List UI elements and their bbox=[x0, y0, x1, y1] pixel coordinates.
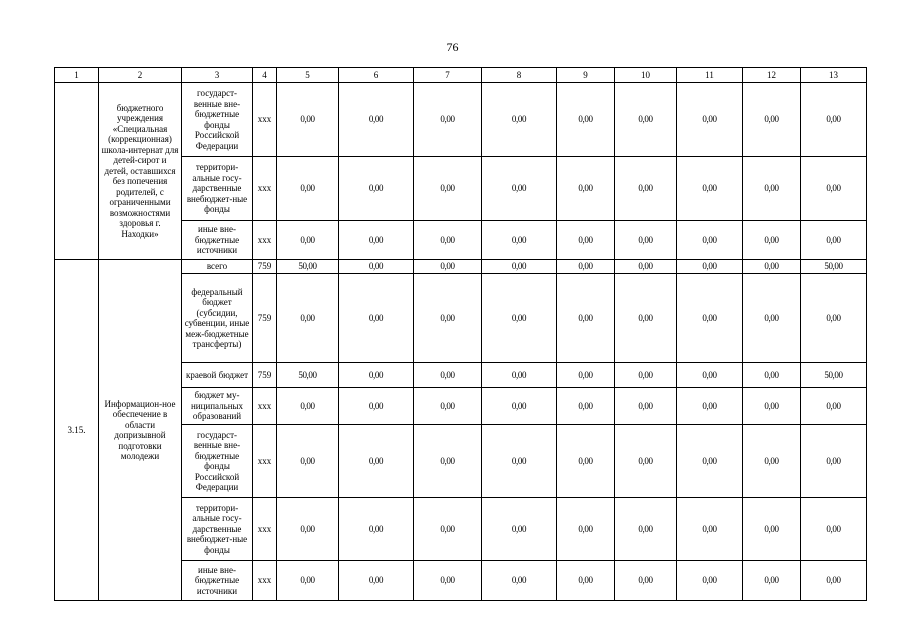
amount-cell: 50,00 bbox=[277, 260, 339, 274]
item-number: 3.15. bbox=[55, 260, 99, 601]
amount-cell: 0,00 bbox=[801, 425, 867, 498]
amount-cell: 0,00 bbox=[801, 498, 867, 561]
amount-cell: 0,00 bbox=[339, 388, 414, 425]
amount-cell: 0,00 bbox=[339, 260, 414, 274]
amount-cell: 0,00 bbox=[557, 83, 615, 157]
budget-table bbox=[54, 67, 867, 601]
budget-code: 759 bbox=[253, 260, 277, 274]
amount-cell: 0,00 bbox=[482, 363, 557, 388]
column-header: 10 bbox=[615, 68, 677, 83]
amount-cell: 0,00 bbox=[339, 221, 414, 260]
amount-cell: 0,00 bbox=[339, 498, 414, 561]
funding-source: территори-альные госу-дарственные внебюджет-ные фонды bbox=[182, 157, 253, 221]
budget-code: ххх bbox=[253, 425, 277, 498]
budget-code: ххх bbox=[253, 498, 277, 561]
amount-cell: 0,00 bbox=[557, 274, 615, 363]
amount-cell: 0,00 bbox=[557, 363, 615, 388]
amount-cell: 0,00 bbox=[557, 157, 615, 221]
amount-cell: 0,00 bbox=[414, 221, 482, 260]
funding-source: иные вне-бюджетные источники bbox=[182, 561, 253, 601]
budget-code: ххх bbox=[253, 83, 277, 157]
amount-cell: 0,00 bbox=[277, 157, 339, 221]
amount-cell: 0,00 bbox=[677, 363, 743, 388]
amount-cell: 0,00 bbox=[801, 83, 867, 157]
amount-cell: 0,00 bbox=[801, 157, 867, 221]
budget-code: ххх bbox=[253, 157, 277, 221]
amount-cell: 0,00 bbox=[414, 83, 482, 157]
amount-cell: 0,00 bbox=[482, 388, 557, 425]
funding-source: краевой бюджет bbox=[182, 363, 253, 388]
amount-cell: 0,00 bbox=[414, 274, 482, 363]
amount-cell: 0,00 bbox=[414, 388, 482, 425]
amount-cell: 0,00 bbox=[557, 425, 615, 498]
column-header: 7 bbox=[414, 68, 482, 83]
funding-source: федеральный бюджет (субсидии, субвенции, иные меж-бюджетные трансферты) bbox=[182, 274, 253, 363]
amount-cell: 0,00 bbox=[677, 561, 743, 601]
amount-cell: 50,00 bbox=[277, 363, 339, 388]
amount-cell: 0,00 bbox=[277, 425, 339, 498]
amount-cell: 0,00 bbox=[414, 260, 482, 274]
amount-cell: 0,00 bbox=[339, 363, 414, 388]
amount-cell: 0,00 bbox=[277, 561, 339, 601]
amount-cell: 0,00 bbox=[277, 221, 339, 260]
amount-cell: 0,00 bbox=[277, 498, 339, 561]
column-header: 13 bbox=[801, 68, 867, 83]
item-name: бюджетного учреждения «Специальная (коррекционная) школа-интернат для детей-сирот и детей, оставшихся без попечения родителей, с ограниченными возможностями здоровья г. Находки» bbox=[99, 83, 182, 260]
amount-cell: 0,00 bbox=[615, 498, 677, 561]
amount-cell: 0,00 bbox=[557, 221, 615, 260]
amount-cell: 0,00 bbox=[743, 157, 801, 221]
amount-cell: 0,00 bbox=[414, 498, 482, 561]
amount-cell: 0,00 bbox=[482, 561, 557, 601]
budget-code: ххх bbox=[253, 221, 277, 260]
column-header: 11 bbox=[677, 68, 743, 83]
amount-cell: 0,00 bbox=[615, 83, 677, 157]
funding-source: государст-венные вне-бюджетные фонды Российской Федерации bbox=[182, 425, 253, 498]
amount-cell: 0,00 bbox=[801, 221, 867, 260]
column-header: 12 bbox=[743, 68, 801, 83]
amount-cell: 0,00 bbox=[677, 221, 743, 260]
amount-cell: 0,00 bbox=[615, 260, 677, 274]
amount-cell: 0,00 bbox=[615, 274, 677, 363]
amount-cell: 0,00 bbox=[743, 221, 801, 260]
amount-cell: 0,00 bbox=[677, 388, 743, 425]
amount-cell: 0,00 bbox=[743, 561, 801, 601]
amount-cell: 0,00 bbox=[482, 274, 557, 363]
budget-code: ххх bbox=[253, 388, 277, 425]
amount-cell: 0,00 bbox=[743, 83, 801, 157]
column-header: 8 bbox=[482, 68, 557, 83]
amount-cell: 0,00 bbox=[743, 388, 801, 425]
amount-cell: 0,00 bbox=[801, 274, 867, 363]
amount-cell: 0,00 bbox=[482, 157, 557, 221]
amount-cell: 0,00 bbox=[482, 260, 557, 274]
amount-cell: 0,00 bbox=[339, 157, 414, 221]
amount-cell: 0,00 bbox=[339, 83, 414, 157]
amount-cell: 0,00 bbox=[615, 221, 677, 260]
item-number bbox=[55, 83, 99, 260]
amount-cell: 0,00 bbox=[414, 425, 482, 498]
amount-cell: 0,00 bbox=[277, 388, 339, 425]
funding-source: бюджет му-ниципальных образований bbox=[182, 388, 253, 425]
header-row bbox=[55, 68, 867, 83]
amount-cell: 0,00 bbox=[482, 221, 557, 260]
amount-cell: 0,00 bbox=[277, 274, 339, 363]
amount-cell: 0,00 bbox=[414, 363, 482, 388]
funding-source: иные вне-бюджетные источники bbox=[182, 221, 253, 260]
column-header: 3 bbox=[182, 68, 253, 83]
amount-cell: 0,00 bbox=[801, 388, 867, 425]
amount-cell: 0,00 bbox=[743, 425, 801, 498]
amount-cell: 0,00 bbox=[615, 425, 677, 498]
amount-cell: 0,00 bbox=[677, 83, 743, 157]
amount-cell: 0,00 bbox=[339, 425, 414, 498]
funding-source: территори-альные госу-дарственные внебюджет-ные фонды bbox=[182, 498, 253, 561]
amount-cell: 0,00 bbox=[677, 498, 743, 561]
amount-cell: 0,00 bbox=[743, 498, 801, 561]
amount-cell: 50,00 bbox=[801, 260, 867, 274]
amount-cell: 0,00 bbox=[743, 363, 801, 388]
amount-cell: 50,00 bbox=[801, 363, 867, 388]
amount-cell: 0,00 bbox=[482, 83, 557, 157]
amount-cell: 0,00 bbox=[557, 388, 615, 425]
amount-cell: 0,00 bbox=[743, 260, 801, 274]
budget-code: 759 bbox=[253, 363, 277, 388]
amount-cell: 0,00 bbox=[414, 561, 482, 601]
amount-cell: 0,00 bbox=[557, 561, 615, 601]
amount-cell: 0,00 bbox=[677, 425, 743, 498]
table-row bbox=[55, 83, 867, 157]
amount-cell: 0,00 bbox=[339, 561, 414, 601]
column-header: 6 bbox=[339, 68, 414, 83]
amount-cell: 0,00 bbox=[615, 561, 677, 601]
amount-cell: 0,00 bbox=[482, 425, 557, 498]
amount-cell: 0,00 bbox=[615, 363, 677, 388]
item-name: Информацион-ное обеспечение в области допризывной подготовки молодежи bbox=[99, 260, 182, 601]
amount-cell: 0,00 bbox=[615, 388, 677, 425]
amount-cell: 0,00 bbox=[677, 260, 743, 274]
column-header: 1 bbox=[55, 68, 99, 83]
table-row bbox=[55, 260, 867, 274]
budget-code: ххх bbox=[253, 561, 277, 601]
amount-cell: 0,00 bbox=[677, 274, 743, 363]
amount-cell: 0,00 bbox=[482, 498, 557, 561]
funding-source: всего bbox=[182, 260, 253, 274]
amount-cell: 0,00 bbox=[277, 83, 339, 157]
amount-cell: 0,00 bbox=[801, 561, 867, 601]
amount-cell: 0,00 bbox=[557, 498, 615, 561]
amount-cell: 0,00 bbox=[339, 274, 414, 363]
column-header: 4 bbox=[253, 68, 277, 83]
column-header: 9 bbox=[557, 68, 615, 83]
amount-cell: 0,00 bbox=[677, 157, 743, 221]
amount-cell: 0,00 bbox=[743, 274, 801, 363]
amount-cell: 0,00 bbox=[615, 157, 677, 221]
funding-source: государст-венные вне-бюджетные фонды Российской Федерации bbox=[182, 83, 253, 157]
amount-cell: 0,00 bbox=[557, 260, 615, 274]
budget-code: 759 bbox=[253, 274, 277, 363]
page-number: 76 bbox=[446, 40, 459, 54]
column-header: 5 bbox=[277, 68, 339, 83]
amount-cell: 0,00 bbox=[414, 157, 482, 221]
column-header: 2 bbox=[99, 68, 182, 83]
